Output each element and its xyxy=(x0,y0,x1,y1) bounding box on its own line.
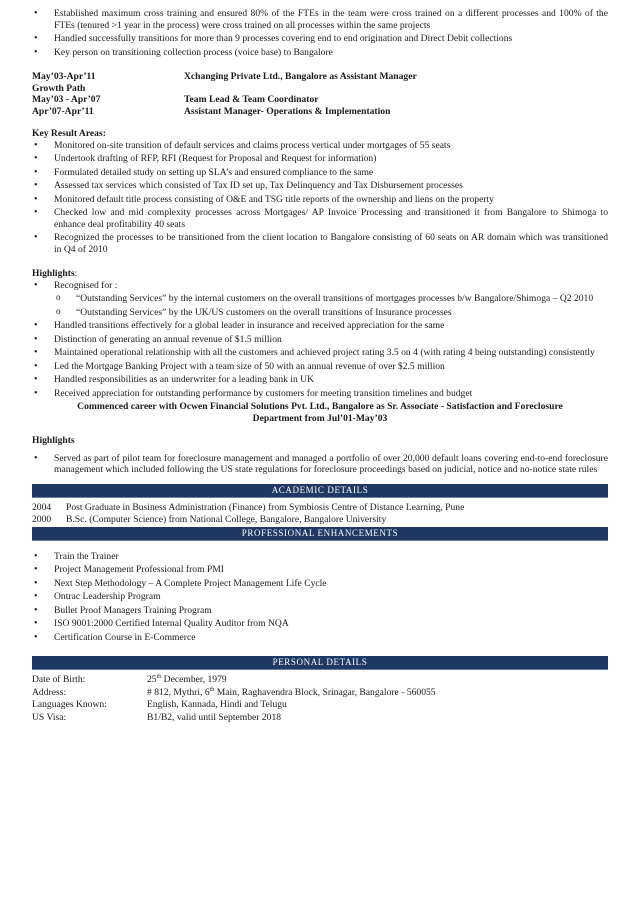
role-row xyxy=(32,106,608,118)
list-item: • Led the Mortgage Banking Project with a team size of 50 with an annual revenue of over $2.5 million xyxy=(32,361,608,373)
address-value: # 812, Mythri, 6th Main, Raghavendra Block, Srinagar, Bangalore - 560055 xyxy=(147,686,436,698)
list-item: • Formulated detailed study on setting up SLA’s and ensured compliance to the same xyxy=(32,167,608,179)
list-item: • Maintained operational relationship with all the customers and achieved project rating 3.5 on 4 (with rating 4 being outstanding) consistently xyxy=(32,347,608,359)
list-item: • Monitored on-site transition of default services and claims process vertical under mortgages of 55 seats xyxy=(32,140,608,152)
kra-heading: Key Result Areas: xyxy=(32,128,106,139)
list-item: • Recognized the processes to be transitioned from the client location to Bangalore consisting of 60 seats on AR domain which was transitioned in Q4 of 2010 xyxy=(32,232,608,255)
resume-page xyxy=(32,8,608,724)
highlights-list xyxy=(32,280,608,292)
ocwen-highlights-heading: Highlights xyxy=(32,435,75,446)
job-header xyxy=(32,71,608,83)
list-item: • Served as part of pilot team for foreclosure management and managed a portfolio of over 20,000 default loans covering end-to-end foreclosure management which included following the US state regulations for foreclosure proceedings based on judicial, notice and no-notice state rules xyxy=(32,453,608,476)
dob-row xyxy=(32,674,608,686)
role-period: May’03 - Apr’07 xyxy=(32,94,101,105)
list-item: • Ontrac Leadership Program xyxy=(32,591,608,603)
academic-text: B.Sc. (Computer Science) from National College, Bangalore, Bangalore University xyxy=(66,514,387,525)
list-item: • Monitored default title process consisting of O&E and TSG title reports of the ownership and liens on the property xyxy=(32,194,608,206)
list-item: • Checked low and mid complexity processes across Mortgages/ AP Invoice Processing and transitioned it from Bangalore to Shimoga to enhance deal profitability 40 seats xyxy=(32,207,608,230)
languages-value: English, Kannada, Hindi and Telugu xyxy=(147,699,287,710)
visa-row xyxy=(32,712,608,724)
top-bullet-list xyxy=(32,8,608,58)
list-item: • Handled transitions effectively for a global leader in insurance and received appreciation for the same xyxy=(32,320,608,332)
list-item: • Assessed tax services which consisted of Tax ID set up, Tax Delinquency and Tax Disbursement processes xyxy=(32,180,608,192)
visa-label: US Visa: xyxy=(32,711,67,723)
job-company: Xchanging Private Ltd., Bangalore as Assistant Manager xyxy=(184,71,417,82)
job-period: May’03-Apr’11 xyxy=(32,71,96,82)
visa-value: B1/B2, valid until September 2018 xyxy=(147,711,282,723)
languages-label: Languages Known: xyxy=(32,699,107,710)
kra-list xyxy=(32,140,608,256)
list-item: • ISO 9001:2000 Certified Internal Quality Auditor from NQA xyxy=(32,618,608,630)
list-item: • Bullet Proof Managers Training Program xyxy=(32,605,608,617)
list-item: • Undertook drafting of RFP, RFI (Request for Proposal and Request for information) xyxy=(32,153,608,165)
academic-year: 2000 xyxy=(32,514,52,525)
highlights-list-continued xyxy=(32,320,608,399)
role-period: Apr’07-Apr’11 xyxy=(32,105,94,117)
role-row xyxy=(32,94,608,106)
role-title: Assistant Manager- Operations & Implementation xyxy=(184,105,391,117)
languages-row xyxy=(32,699,608,711)
professional-list xyxy=(32,551,608,644)
ocwen-department-line: Department from Jul’01-May’03 xyxy=(252,412,388,424)
list-item: • Established maximum cross training and ensured 80% of the FTEs in the team were cross trained on a different processes and 100% of the FTEs (tenured >1 year in the process) were cross trained on all processes within the same projects xyxy=(32,8,608,31)
academic-text: Post Graduate in Business Administration (Finance) from Symbiosis Centre of Distance Learning, Pune xyxy=(66,501,465,513)
academic-section-bar: ACADEMIC DETAILS xyxy=(32,484,608,498)
highlights-heading: Highlights: xyxy=(32,268,78,279)
role-title: Team Lead & Team Coordinator xyxy=(184,94,319,105)
academic-row xyxy=(32,514,608,526)
personal-section-bar: PERSONAL DETAILS xyxy=(32,656,608,670)
academic-year: 2004 xyxy=(32,501,52,513)
address-row xyxy=(32,687,608,699)
address-label: Address: xyxy=(32,686,67,698)
list-item: • Key person on transitioning collection process (voice base) to Bangalore xyxy=(32,47,608,59)
list-item: o “Outstanding Services” by the UK/US customers on the overall transitions of Insurance processes xyxy=(54,307,608,319)
dob-label: Date of Birth: xyxy=(32,674,86,685)
dob-value: 25th December, 1979 xyxy=(147,673,227,685)
list-item: • Handled successfully transitions for more than 9 processes covering end to end origination and Direct Debit collections xyxy=(32,33,608,45)
list-item: • Project Management Professional from PMI xyxy=(32,564,608,576)
ocwen-highlights-list xyxy=(32,453,608,476)
recognition-sublist xyxy=(32,293,608,318)
professional-section-bar: PROFESSIONAL ENHANCEMENTS xyxy=(32,527,608,541)
growth-path-label: Growth Path xyxy=(32,82,86,94)
list-item: • Train the Trainer xyxy=(32,551,608,563)
list-item: • Handled responsibilities as an underwriter for a leading bank in UK xyxy=(32,374,608,386)
ocwen-career-line: Commenced career with Ocwen Financial Solutions Pvt. Ltd., Bangalore as Sr. Associate - Satisfaction and Foreclosure xyxy=(77,401,563,412)
list-item: • Recognised for : xyxy=(32,280,608,292)
academic-row xyxy=(32,502,608,514)
list-item: • Certification Course in E-Commerce xyxy=(32,632,608,644)
list-item: • Distinction of generating an annual revenue of $1.5 million xyxy=(32,334,608,346)
list-item: • Received appreciation for outstanding performance by customers for meeting transition timelines and budget xyxy=(32,388,608,400)
list-item: o “Outstanding Services” by the internal customers on the overall transitions of mortgages processes b/w Bangalore/Shimoga – Q2 2010 xyxy=(54,293,608,305)
list-item: • Next Step Methodology – A Complete Project Management Life Cycle xyxy=(32,578,608,590)
